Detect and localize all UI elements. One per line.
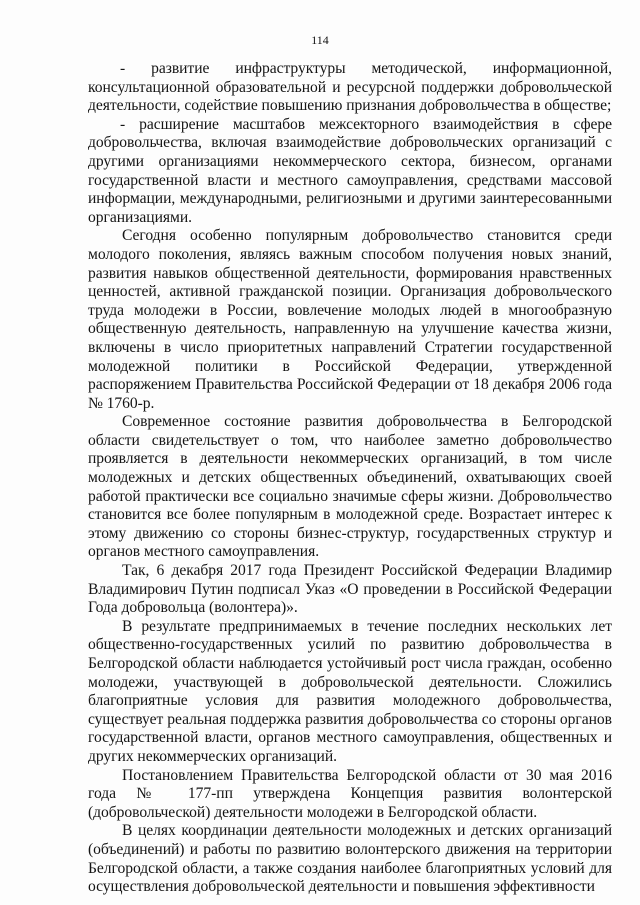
paragraph-growth-results: В результате предпринимаемых в течение последних нескольких лет общественно-государственных усилий по развитию добровольчества в Белгородской области наблюдается устойчивый рост числа граждан, особенно молодежи, участвующей в добровольческой деятельности. Сложились благоприятные условия для развития молодежного добровольчества, существует реальная поддержка развития добровольчества со стороны органов государственной власти, органов местного самоуправления, общественных и других некоммерческих организаций. [88, 617, 612, 765]
paragraph-bullet-intersector: - расширение масштабов межсекторного взаимодействия в сфере добровольчества, включая взаимодействие добровольческих организаций с другими организациями некоммерческого сектора, бизнесом, органами государственной власти и местного самоуправления, средствами массовой информации, международными, религиозными и другими заинтересованными организациями. [88, 115, 612, 226]
paragraph-presidential-decree: Так, 6 декабря 2017 года Президент Российской Федерации Владимир Владимирович Путин подписал Указ «О проведении в Российской Федерации Года добровольца (волонтера)». [88, 562, 612, 617]
page-number: 114 [311, 33, 329, 47]
paragraph-government-resolution: Постановлением Правительства Белгородской области от 30 мая 2016 года № 177-пп утверждена Концепция развития волонтерской (добровольческой) деятельности молодежи в Белгородской области. [88, 766, 612, 821]
paragraph-belgorod-state: Современное состояние развития добровольчества в Белгородской области свидетельствует о том, что наиболее заметно добровольчество проявляется в деятельности некоммерческих организаций, в том числе молодежных и детских общественных объединений, охватывающих своей работой практически все социально значимые сферы жизни. Добровольчество становится все более популярным в молодежной среде. Возрастает интерес к этому движению со стороны бизнес-структур, государственных структур и органов местного самоуправления. [88, 413, 612, 561]
document-body [88, 60, 612, 897]
paragraph-youth-volunteering: Сегодня особенно популярным добровольчество становится среди молодого поколения, являясь важным способом получения новых знаний, развития навыков общественной деятельности, формирования нравственных ценностей, активной гражданской позиции. Организация добровольческого труда молодежи в России, вовлечение молодых людей в многообразную общественную деятельность, направленную на улучшение качества жизни, включены в число приоритетных направлений Стратегии государственной молодежной политики в Российской Федерации, утвержденной распоряжением Правительства Российской Федерации от 18 декабря 2006 года № 1760-р. [88, 227, 612, 412]
paragraph-coordination-goals: В целях координации деятельности молодежных и детских организаций (объединений) и работы по развитию волонтерского движения на территории Белгородской области, а также создания наиболее благоприятных условий для осуществления добровольческой деятельности и повышения эффективности [88, 822, 612, 896]
paragraph-bullet-infrastructure: - развитие инфраструктуры методической, информационной, консультационной образовательной и ресурсной поддержки добровольческой деятельности, содействие повышению признания добровольчества в обществе; [88, 60, 612, 115]
